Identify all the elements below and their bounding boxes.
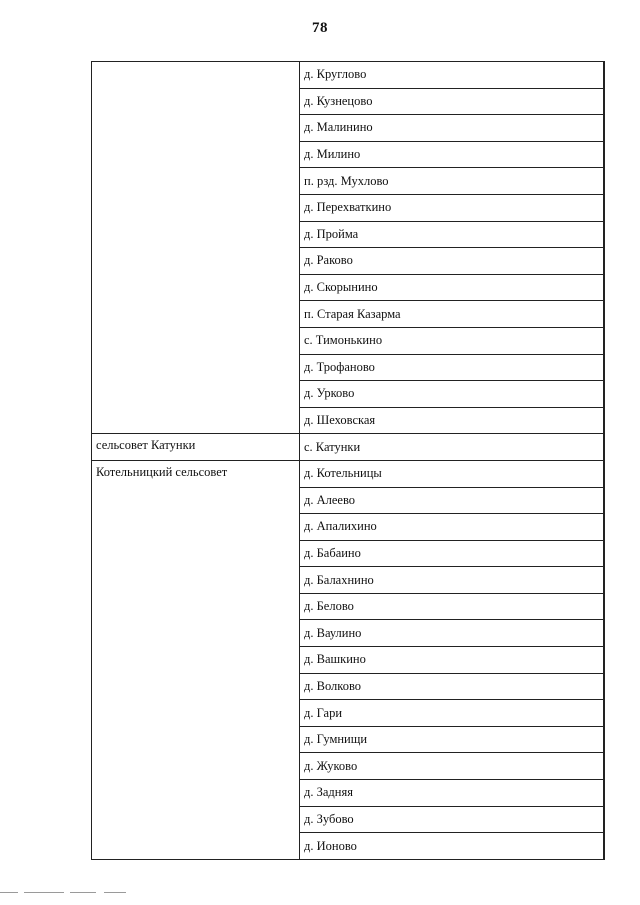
locality-name-cell: п. рзд. Мухлово <box>300 168 604 195</box>
locality-name-cell: д. Малинино <box>300 115 604 142</box>
table-row <box>92 62 604 89</box>
scan-mark <box>70 892 96 893</box>
locality-name-cell: д. Скорынино <box>300 274 604 301</box>
table-row <box>92 434 604 461</box>
locality-name-cell: п. Старая Казарма <box>300 301 604 328</box>
locality-name-cell: д. Гумнищи <box>300 726 604 753</box>
locality-name-cell: д. Ваулино <box>300 620 604 647</box>
locality-name-cell: д. Милино <box>300 141 604 168</box>
locality-name-cell: с. Катунки <box>300 434 604 461</box>
locality-name-cell: д. Апалихино <box>300 514 604 541</box>
council-name-cell <box>92 62 300 434</box>
locality-name-cell: д. Белово <box>300 593 604 620</box>
locality-name-cell: д. Зубово <box>300 806 604 833</box>
council-name-cell: сельсовет Катунки <box>92 434 300 461</box>
council-name-cell: Котельницкий сельсовет <box>92 460 300 859</box>
table-row <box>92 460 604 487</box>
scan-mark <box>104 892 126 893</box>
locality-name-cell: д. Задняя <box>300 780 604 807</box>
locality-name-cell: д. Раково <box>300 248 604 275</box>
locality-name-cell: д. Бабаино <box>300 540 604 567</box>
scan-mark <box>24 892 64 893</box>
locality-name-cell: д. Волково <box>300 673 604 700</box>
locality-name-cell: д. Гари <box>300 700 604 727</box>
settlements-table-body <box>92 62 604 860</box>
locality-name-cell: д. Балахнино <box>300 567 604 594</box>
locality-name-cell: д. Шеховская <box>300 407 604 434</box>
locality-name-cell: д. Трофаново <box>300 354 604 381</box>
scan-mark <box>0 892 18 893</box>
locality-name-cell: д. Круглово <box>300 62 604 89</box>
scan-edge-marks <box>0 892 130 902</box>
locality-name-cell: д. Кузнецово <box>300 88 604 115</box>
locality-name-cell: д. Вашкино <box>300 647 604 674</box>
locality-name-cell: д. Алеево <box>300 487 604 514</box>
locality-name-cell: д. Котельницы <box>300 460 604 487</box>
settlements-table <box>91 61 605 860</box>
locality-name-cell: с. Тимонькино <box>300 327 604 354</box>
page-number: 78 <box>312 20 328 36</box>
locality-name-cell: д. Урково <box>300 381 604 408</box>
locality-name-cell: д. Жуково <box>300 753 604 780</box>
locality-name-cell: д. Перехваткино <box>300 194 604 221</box>
locality-name-cell: д. Ионово <box>300 833 604 860</box>
locality-name-cell: д. Пройма <box>300 221 604 248</box>
